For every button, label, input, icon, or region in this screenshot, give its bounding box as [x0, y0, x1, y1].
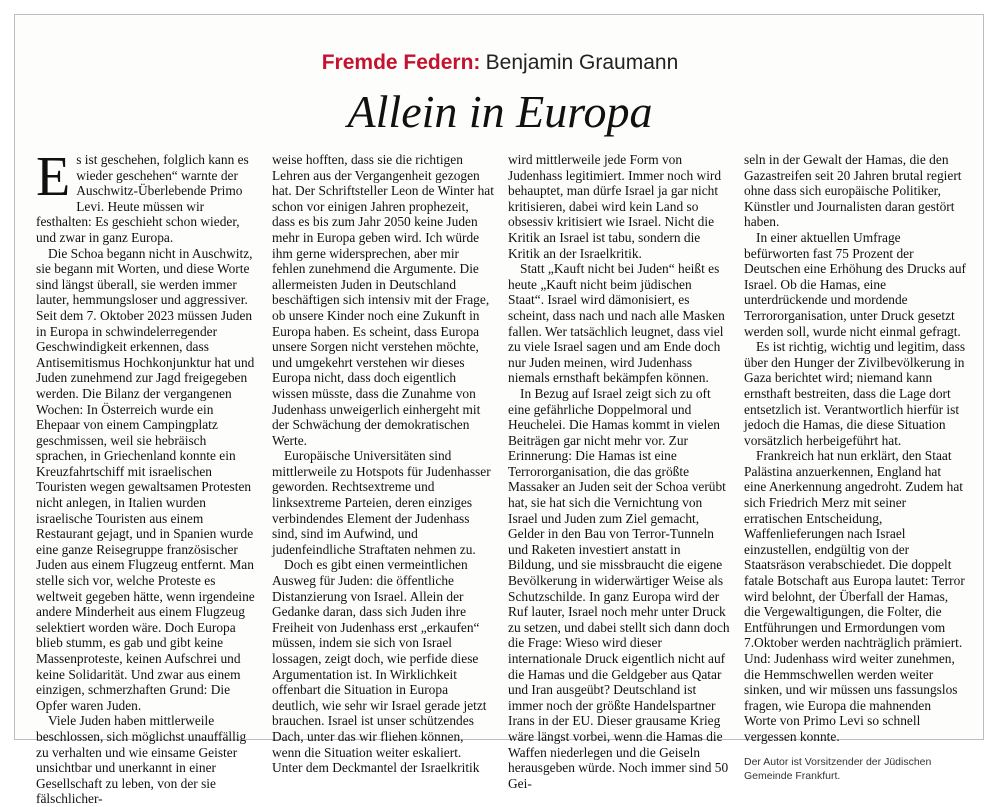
text-column-1 [36, 146, 258, 807]
text-column-4 [744, 152, 966, 783]
column-label: Fremde Federn: [321, 51, 481, 74]
paragraph: Viele Juden haben mittlerweile beschlossen, sich möglichst unauffällig zu verhalten und wie einsame Geister unsichtbar und unerkannt in einer Gesellschaft zu leben, von der sie fälschlicher- [36, 713, 247, 807]
paragraph: seln in der Gewalt der Hamas, die den Gazastreifen seit 20 Jahren brutal regiert ohne dass sich europäische Politiker, Künstler und Journalisten daran gestört haben. [744, 152, 962, 230]
paragraph: Die Schoa begann nicht in Auschwitz, sie begann mit Worten, und diese Worte sind längst überall, sie werden immer lauter, hemmungsloser und aggressiver. Seit dem 7. Oktober 2023 müssen Juden in Europa in schwindelerregender Geschwindigkeit erkennen, dass Antisemitismus Hochkonjunktur hat und Juden zunehmend zur Jagd freigegeben werden. Die Bilanz der vergangenen Wochen: In Österreich wurde ein Ehepaar von einem Campingplatz geschmissen, weil sie hebräisch sprachen, in Griechenland konnte ein Kreuzfahrtschiff mit israelischen Touristen wegen gewaltsamen Protesten nicht anlegen, in Italien wurden israelische Touristen aus einem Restaurant gejagt, und in Spanien wurde eine ganze Reisegruppe französischer Juden aus einem Flugzeug entfernt. Man stelle sich vor, welche Proteste es weltweit gegeben hätte, wenn irgendeine andere Minderheit aus einem Flugzeug selektiert worden wäre. Doch Europa blieb stumm, es gab und gibt keine Massenproteste, keinen Aufschrei und keine Solidarität. Und zwar aus einem einzigen, schmerzhaften Grund: Die Opfer waren Juden. [36, 245, 255, 713]
paragraph: Es ist richtig, wichtig und legitim, dass über den Hunger der Zivilbevölkerung in Gaza berichtet wird; niemand kann ernsthaft bestreiten, dass die Lage dort entsetzlich ist. Verantwortlich hierfür ist jedoch die Hamas, die diese Situation vorsätzlich herbeigeführt hat. [744, 339, 966, 448]
text-column-2 [272, 152, 494, 776]
paragraph: Doch es gibt einen vermeintlichen Ausweg für Juden: die öffentliche Distanzierung von Israel. Allein der Gedanke daran, dass sich Juden ihre Freiheit von Judenhass erst „erkaufen“ müssen, indem sie sich von Israel lossagen, zeigt doch, wie perfide diese Argumentation ist. In Wirklichkeit offenbart die Situation in Europa deutlich, wie sehr wir Israel gerade jetzt brauchen. Israel ist unser schützendes Dach, unter das wir fliehen können, wenn die Situation weiter eskaliert. Unter dem Deckmantel der Israelkritik [272, 557, 487, 776]
paragraph: In einer aktuellen Umfrage befürworten fast 75 Prozent der Deutschen eine Erhöhung des Drucks auf Israel. Ob die Hamas, eine unterdrückende und mordende Terrororganisation, unter Druck gesetzt werden soll, wurde nicht einmal gefragt. [744, 229, 966, 339]
paragraph: weise hofften, dass sie die richtigen Lehren aus der Vergangenheit gezogen hat. Der Schriftsteller Leon de Winter hat schon vor einigen Jahren prophezeit, dass es bis zum Jahr 2050 keine Juden mehr in Europa geben wird. Ich würde ihm gerne widersprechen, aber mir fehlen zunehmend die Argumente. Die allermeisten Juden in Deutschland beschäftigen sich intensiv mit der Frage, ob unsere Kinder noch eine Zukunft in Europa haben. Es scheint, dass Europa unsere Sorgen nicht verstehen möchte, und umgekehrt verstehen wir dieses Europa nicht, dass doch eigentlich wissen müsste, dass die Zunahme von Judenhass unweigerlich einhergeht mit der Schwächung der demokratischen Werte. [272, 152, 494, 448]
text-column-3 [508, 152, 730, 791]
paragraph: Frankreich hat nun erklärt, den Staat Palästina anzuerkennen, England hat eine Anerkennung angedroht. Zudem hat sich Friedrich Merz mit seiner erratischen Entscheidung, Waffenlieferungen nach Israel einzustellen, endgültig von der Staatsräson verabschiedet. Die doppelt fatale Botschaft aus Europa lautet: Terror wird belohnt, der Überfall der Hamas, die Vergewaltigungen, die Folter, die Entführungen und Ermordungen vom 7.Oktober werden nachträglich prämiert. Und: Judenhass wird weiter zunehmen, die Hemmschwellen werden weiter sinken, und wir müssen uns fassungslos fragen, wie Europa die mahnenden Worte von Primo Levi so schnell vergessen konnte. [744, 448, 965, 744]
paragraph [36, 146, 258, 246]
author-name: Benjamin Graumann [485, 51, 679, 74]
paragraph: wird mittlerweile jede Form von Judenhass legitimiert. Immer noch wird behauptet, man dürfe Israel ja gar nicht kritisieren, dabei wird kein Land so obsessiv kritisiert wie Israel. Nicht die Kritik an Israel ist tabu, sondern die Kritik an der Israelkritik. [508, 152, 722, 261]
paragraph: Europäische Universitäten sind mittlerweile zu Hotspots für Judenhasser geworden. Rechtsextreme und linksextreme Parteien, deren einziges verbindendes Element der Judenhass sind, sind im Aufwind, und judenfeindliche Straftaten nehmen zu. [272, 448, 491, 557]
paragraph: In Bezug auf Israel zeigt sich zu oft eine gefährliche Doppelmoral und Heuchelei. Die Hamas kommt in vielen Beiträgen gar nicht mehr vor. Zur Erinnerung: Die Hamas ist eine Terrororganisation, die das größte Massaker an Juden seit der Schoa verübt hat, sie hat sich die Vernichtung von Israel und Juden zum Ziel gemacht, Gelder in den Bau von Terror-Tunneln und Raketen investiert anstatt in Bildung, und sie missbraucht die eigene Bevölkerung in widerwärtiger Weise als Schutzschilde. In ganz Europa wird der Ruf lauter, Israel noch mehr unter Druck zu setzen, und dabei stellt sich dann doch die Frage: Wieso wird dieser internationale Druck eigentlich nicht auf die Hamas und die Geldgeber aus Qatar und Iran ausgeübt? Deutschland ist immer noch der größte Handelspartner Irans in der EU. Dieser grausame Krieg wäre längst vorbei, wenn die Hamas die Waffen niederlegen und die Geiseln herausgeben würde. Noch immer sind 50 Gei- [508, 385, 730, 791]
kicker-line [0, 50, 1000, 75]
article-body [36, 146, 966, 807]
paragraph: Statt „Kauft nicht bei Juden“ heißt es heute „Kauft nicht beim jüdischen Staat“. Israel wird dämonisiert, es scheint, dass nach und nach alle Masken fallen. Wer tatsächlich leugnet, dass viel zu viele Israel sagen und am Ende doch nur Juden meinen, wird Judenhass niemals ernsthaft bekämpfen können. [508, 261, 725, 386]
paragraph-text: s ist geschehen, folglich kann es wieder geschehen“ warnte der Auschwitz-Überlebende Primo Levi. Heute müssen wir festhalten: Es geschieht schon wieder, und zwar in ganz Europa. [36, 152, 249, 245]
drop-cap: E [36, 146, 71, 208]
author-note: Der Autor ist Vorsitzender der Jüdischen Gemeinde Frankfurt. [744, 755, 932, 782]
headline: Allein in Europa [347, 86, 653, 137]
